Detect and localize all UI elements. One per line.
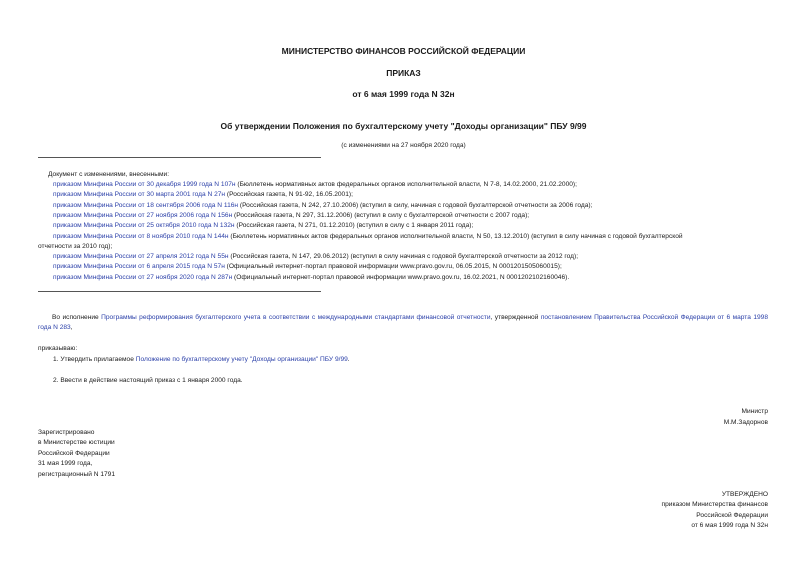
item-text: 1. Утвердить прилагаемое (53, 356, 136, 363)
preamble-text: Во исполнение (52, 314, 102, 321)
amendment-link[interactable]: приказом Минфина России от 27 ноября 2020 года N 287н (53, 273, 233, 281)
approval-line: Российской Федерации (696, 511, 768, 519)
amendment-item (53, 201, 592, 211)
preamble-paragraph (38, 313, 768, 334)
revision-note: (с изменениями на 27 ноября 2020 года) (341, 142, 466, 149)
amendment-source: (Официальный интернет-портал правовой информации www.pravo.gov.ru, 06.05.2015, N 0001201505060015); (224, 263, 562, 271)
amendment-link[interactable]: приказом Минфина России от 27 апреля 2012 года N 55н (53, 253, 229, 261)
amendment-link[interactable]: приказом Минфина России от 30 декабря 1999 года N 107н (53, 181, 236, 188)
amendment-link[interactable]: приказом Минфина России от 6 апреля 2015 года N 57н (53, 263, 225, 271)
amendments-intro: Документ с изменениями, внесенными: (48, 171, 170, 178)
ministry-heading: МИНИСТЕРСТВО ФИНАНСОВ РОССИЙСКОЙ ФЕДЕРАЦИИ (281, 46, 526, 56)
item-text: . (347, 356, 350, 363)
amendment-item (53, 262, 562, 272)
amendment-item (53, 252, 578, 262)
amendment-item (53, 221, 473, 231)
pbu-regulation-link[interactable]: Положение по бухгалтерскому учету "Доходы организации" ПБУ 9/99 (135, 356, 348, 363)
amendment-link[interactable]: приказом Минфина России от 30 марта 2001 года N 27н (53, 191, 226, 199)
order-item-1 (53, 355, 350, 365)
amendment-item (53, 190, 353, 200)
amendment-source: (Российская газета, N 91-92, 16.05.2001); (225, 191, 353, 199)
doc-title: Об утверждении Положения по бухгалтерскому учету "Доходы организации" ПБУ 9/99 (220, 121, 587, 131)
approval-line: УТВЕРЖДЕНО (721, 491, 768, 498)
doc-date-number: от 6 мая 1999 года N 32н (352, 89, 455, 99)
amendment-item (53, 180, 577, 190)
preamble-text: , (70, 324, 73, 332)
amendment-continuation: отчетности за 2010 год); (38, 242, 113, 250)
registration-block (38, 428, 115, 480)
top-divider (38, 157, 321, 158)
minister-position: Министр (741, 408, 768, 415)
registration-line: 31 мая 1999 года, (38, 460, 93, 468)
amendment-source: (Бюллетень нормативных актов федеральных органов исполнительной власти, N 50, 13.12.2010) (вступил в силу начиная с годовой бухгалтерской (228, 232, 683, 240)
amendment-item (53, 273, 569, 283)
amendment-source: (Российская газета, N 297, 31.12.2006) (вступил в силу с бухгалтерской отчетности с 2007 года); (232, 211, 530, 219)
amendment-link[interactable]: приказом Минфина России от 25 октября 2010 года N 132н (53, 222, 235, 230)
government-resolution-date-link[interactable]: от 6 марта 1998 года N 283 (38, 314, 769, 332)
amendment-item (53, 232, 768, 242)
registration-line: Российской Федерации (38, 449, 110, 457)
minister-name: М.М.Задорнов (723, 419, 768, 426)
approval-line: приказом Министерства финансов (661, 501, 768, 509)
registration-line: регистрационный N 1791 (38, 470, 116, 478)
amendment-source: (Бюллетень нормативных актов федеральных органов исполнительной власти, N 7-8, 14.02.2000, 21.02.2000); (235, 181, 577, 188)
preamble-text: , утвержденной (490, 314, 541, 321)
government-resolution-link[interactable]: постановлением Правительства Российской Федерации (540, 314, 716, 321)
order-item-2: 2. Ввести в действие настоящий приказ с 1 января 2000 года. (53, 377, 243, 384)
doc-type-heading: ПРИКАЗ (386, 68, 421, 78)
approval-block (662, 490, 768, 532)
amendment-link[interactable]: приказом Минфина России от 18 сентября 2006 года N 116н (53, 201, 239, 209)
order-word: приказываю: (38, 345, 78, 352)
amendment-source: (Официальный интернет-портал правовой информации www.pravo.gov.ru, 16.02.2021, N 0001202102160046). (232, 273, 570, 281)
amendment-source: (Российская газета, N 271, 01.12.2010) (вступил в силу с 1 января 2011 года); (234, 222, 474, 230)
amendment-source: (Российская газета, N 242, 27.10.2006) (вступил в силу, начиная с годовой бухгалтерской отчетности за 2006 года); (238, 201, 593, 209)
amendment-link[interactable]: приказом Минфина России от 8 ноября 2010 года N 144н (53, 232, 229, 240)
program-link[interactable]: Программы реформирования бухгалтерского учета в соответствии с международными стандартами финансовой отчетности (101, 314, 491, 321)
registration-line: Зарегистрировано (38, 429, 95, 436)
approval-line: от 6 мая 1999 года N 32н (691, 522, 768, 530)
bottom-divider (38, 291, 321, 292)
amendment-link[interactable]: приказом Минфина России от 27 ноября 2006 года N 156н (53, 211, 233, 219)
amendment-source: (Российская газета, N 147, 29.06.2012) (вступил в силу начиная с годовой бухгалтерской отчетности за 2012 год); (228, 253, 579, 261)
registration-line: в Министерстве юстиции (38, 439, 115, 447)
amendment-item (53, 211, 529, 221)
